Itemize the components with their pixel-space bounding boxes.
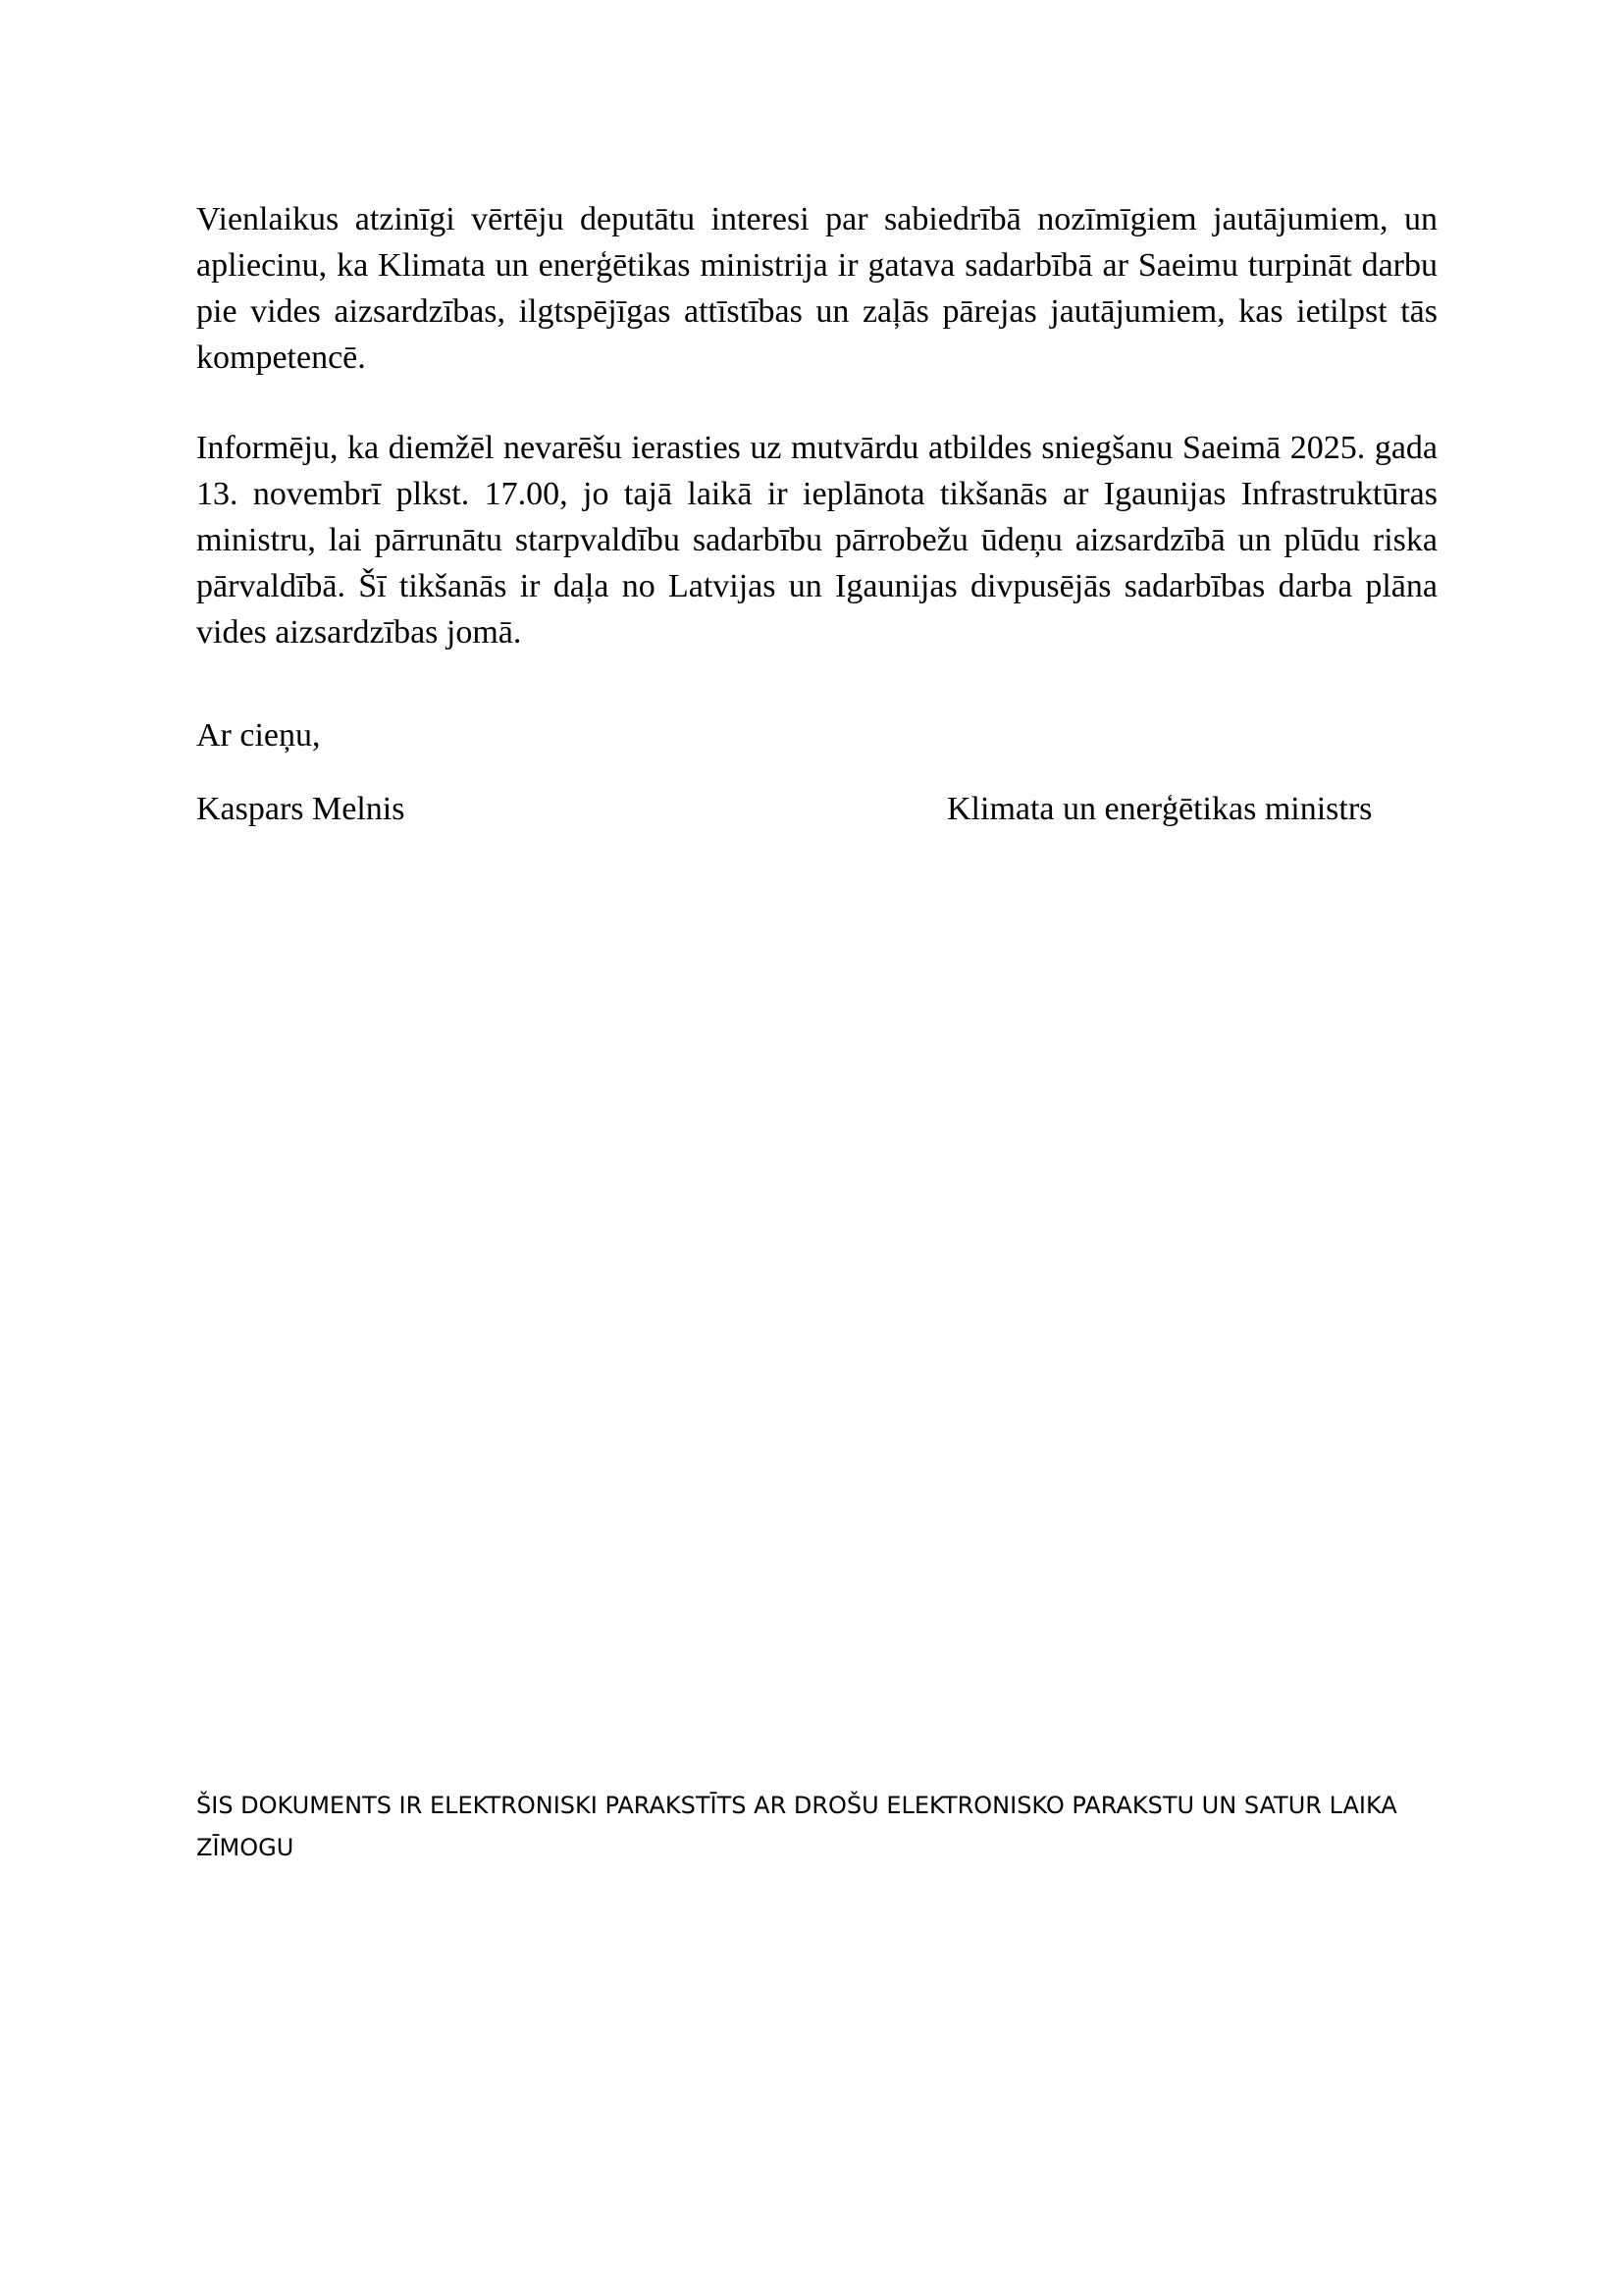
closing-salutation: Ar cieņu,	[196, 717, 321, 754]
body-paragraph-2: Informēju, ka diemžēl nevarēšu ierasties uz mutvārdu atbildes sniegšanu Saeimā 2025. gada 13. novembrī plkst. 17.00, jo tajā laikā ir ieplānota tikšanās ar Igaunijas Infrastruktūras ministru, lai pārrunātu starpvaldību sadarbību pārrobežu ūdeņu aizsardzībā un plūdu riska pārvaldībā. Šī tikšanās ir daļa no Latvijas un Igaunijas divpusējās sadarbības darba plāna vides aizsardzības jomā.	[196, 430, 1438, 651]
signer-name: Kaspars Melnis	[196, 791, 405, 827]
body-paragraph-1: Vienlaikus atzinīgi vērtēju deputātu interesi par sabiedrībā nozīmīgiem jautājumiem, un apliecinu, ka Klimata un enerģētikas ministrija ir gatava sadarbībā ar Saeimu turpināt darbu pie vides aizsardzības, ilgtspējīgas attīstības un zaļās pārejas jautājumiem, kas ietilpst tās kompetencē.	[196, 201, 1438, 376]
signer-title: Klimata un enerģētikas ministrs	[947, 791, 1373, 827]
e-signature-notice: ŠIS DOKUMENTS IR ELEKTRONISKI PARAKSTĪTS AR DROŠU ELEKTRONISKO PARAKSTU UN SATUR LAIKA ZĪMOGU	[196, 1792, 1397, 1861]
